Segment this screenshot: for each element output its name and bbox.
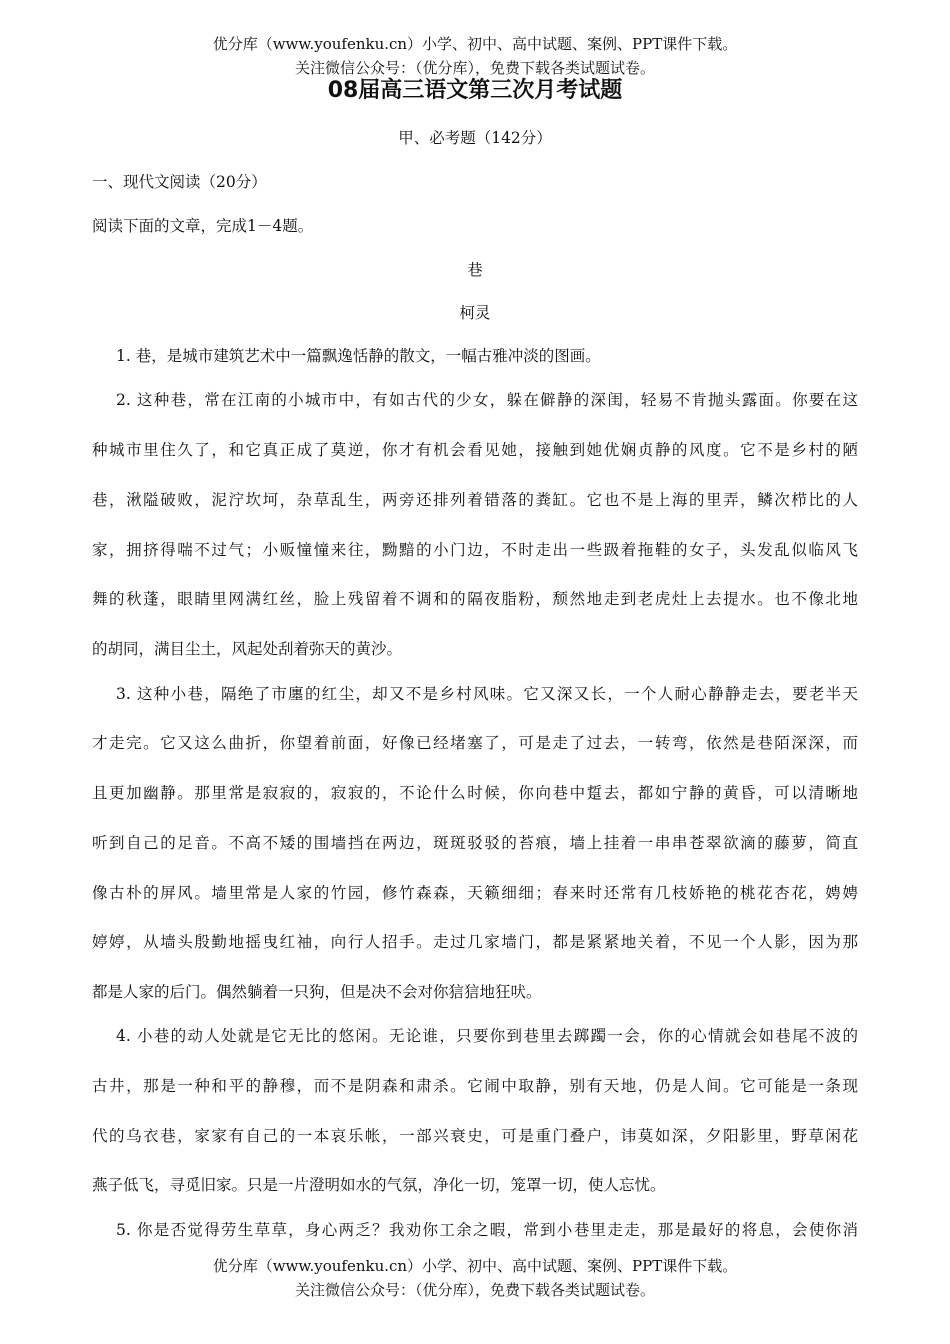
paragraph-4-line: 燕子低飞，寻觅旧家。只是一片澄明如水的气氛，净化一切，笼罩一切，使人忘忧。 xyxy=(92,1176,666,1194)
instruction-text: 阅读下面的文章，完成1－4题。 xyxy=(92,217,314,235)
article-title: 巷 xyxy=(467,261,483,279)
paragraph-2-line: 种城市里住久了，和它真正成了莫逆，你才有机会看见她，接触到她优娴贞静的风度。它不是乡村的陋 xyxy=(92,441,858,459)
paragraph-2-line: 舞的秋蓬，眼睛里网满红丝，脸上残留着不调和的隔夜脂粉，颓然地走到老虎灶上去提水。也不像北地 xyxy=(92,590,858,608)
section-heading: 甲、必考题（142分） xyxy=(398,129,552,147)
footer-line-1: 优分库（www.youfenku.cn）小学、初中、高中试题、案例、PPT课件下载。 xyxy=(212,1257,738,1275)
paragraph-3-line: 且更加幽静。那里常是寂寂的，寂寂的，不论什么时候，你向巷中踅去，都如宁静的黄昏，可以清晰地 xyxy=(92,784,858,802)
paragraph-3-line: 像古朴的屏风。墙里常是人家的竹园，修竹森森，天籁细细；春来时还常有几枝娇艳的桃花杏花，娉娉 xyxy=(92,884,858,902)
header-line-1: 优分库（www.youfenku.cn）小学、初中、高中试题、案例、PPT课件下载。 xyxy=(212,35,738,53)
paragraph-4-line: 代的乌衣巷，家家有自己的一本哀乐帐，一部兴衰史，可是重门叠户，讳莫如深，夕阳影里，野草闲花 xyxy=(92,1127,858,1145)
paragraph-4-line: 4. 小巷的动人处就是它无比的悠闲。无论谁，只要你到巷里去踯躅一会，你的心情就会如巷尾不波的 xyxy=(116,1027,858,1045)
footer-line-2: 关注微信公众号：（优分库），免费下载各类试题试卷。 xyxy=(294,1281,655,1299)
article-author: 柯灵 xyxy=(459,304,491,322)
paragraph-3-line: 婷婷，从墙头殷勤地摇曳红袖，向行人招手。走过几家墙门，都是紧紧地关着，不见一个人影，因为那 xyxy=(92,933,858,951)
paragraph-3-line: 听到自己的足音。不高不矮的围墙挡在两边，斑斑驳驳的苔痕，墙上挂着一串串苍翠欲滴的藤萝，简直 xyxy=(92,834,858,852)
paragraph-3-line: 才走完。它又这么曲折，你望着前面，好像已经堵塞了，可是走了过去，一转弯，依然是巷陌深深，而 xyxy=(92,734,858,752)
paragraph-3-line: 3. 这种小巷，隔绝了市廛的红尘，却又不是乡村风味。它又深又长，一个人耐心静静走去，要老半天 xyxy=(116,685,858,703)
paragraph-2-line: 2. 这种巷，常在江南的小城市中，有如古代的少女，躲在僻静的深闺，轻易不肯抛头露面。你要在这 xyxy=(116,391,858,409)
paragraph-3-line: 都是人家的后门。偶然躺着一只狗，但是决不会对你狺狺地狂吠。 xyxy=(92,983,542,1001)
paragraph-5-line: 5. 你是否觉得劳生草草，身心两乏？我劝你工余之暇，常到小巷里走走，那是最好的将息，会使你消 xyxy=(116,1221,858,1239)
paragraph-2-line: 家，拥挤得喘不过气；小贩憧憧来往，黝黯的小门边，不时走出一些趿着拖鞋的女子，头发乱似临风飞 xyxy=(92,541,858,559)
paragraph-1-line: 1. 巷，是城市建筑艺术中一篇飘逸恬静的散文，一幅古雅冲淡的图画。 xyxy=(116,347,601,365)
paragraph-2-line: 巷，湫隘破败，泥泞坎坷，杂草乱生，两旁还排列着错落的粪缸。它也不是上海的里弄，鳞次栉比的人 xyxy=(92,491,858,509)
paragraph-2-line: 的胡同，满目尘土，风起处刮着弥天的黄沙。 xyxy=(92,640,403,658)
part-heading: 一、现代文阅读（20分） xyxy=(92,173,267,191)
page-title: 08届高三语文第三次月考试题 xyxy=(327,78,623,103)
header-line-2: 关注微信公众号：（优分库），免费下载各类试题试卷。 xyxy=(294,59,655,77)
paragraph-4-line: 古井，那是一种和平的静穆，而不是阴森和肃杀。它闹中取静，别有天地，仍是人间。它可能是一条现 xyxy=(92,1077,858,1095)
